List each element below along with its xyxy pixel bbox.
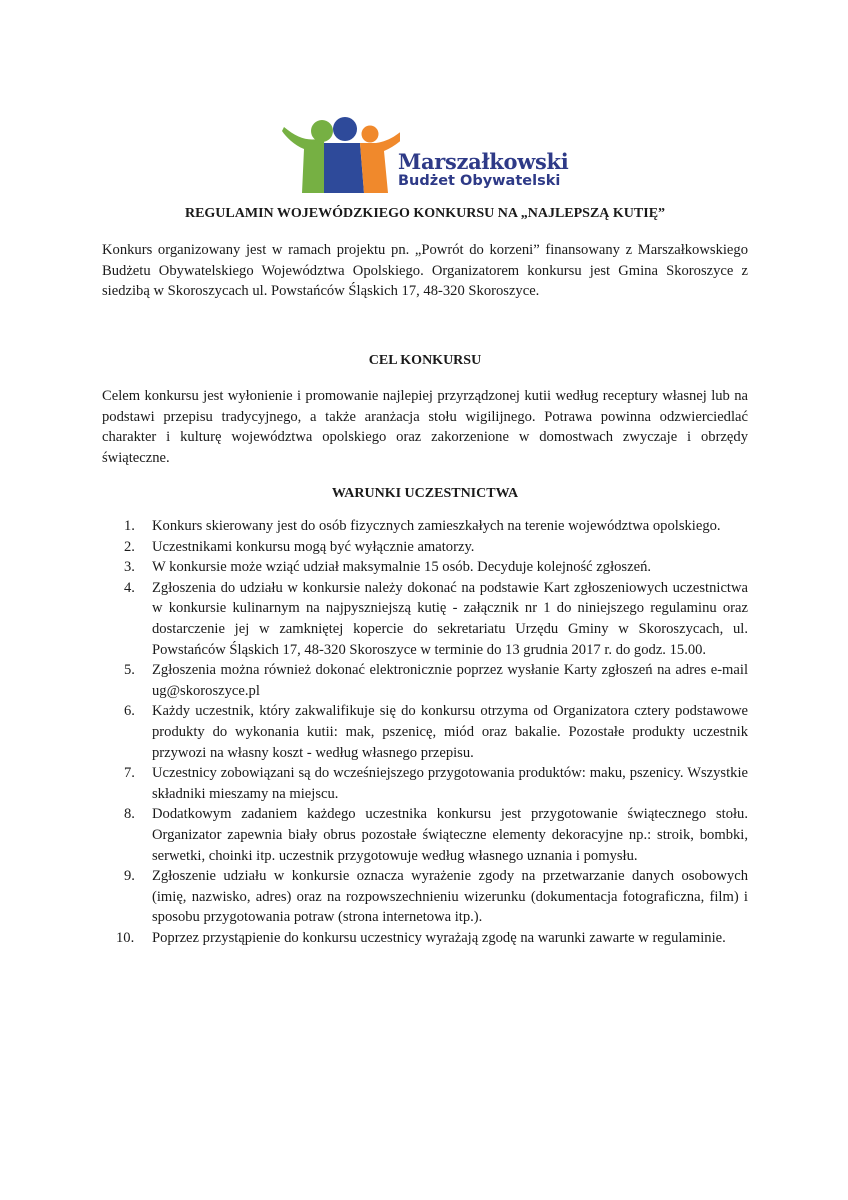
item-number: 1. [124,518,135,534]
goal-heading: CEL KONKURSU [368,353,482,368]
conditions-list [102,516,748,948]
list-item [102,701,748,763]
list-item [102,763,748,804]
list-item [102,537,748,558]
item-text: Uczestnicy zobowiązani są do wcześniejszego przygotowania produktów: maku, pszenicy. Wszystkie składniki mieszamy na miejscu. [152,765,748,802]
item-number: 8. [124,806,135,823]
item-number: 9. [124,868,135,885]
item-number: 10. [116,929,135,946]
item-number: 4. [124,579,135,596]
list-item [102,660,748,701]
document-title: REGULAMIN WOJEWÓDZKIEGO KONKURSU NA „NAJLEPSZĄ KUTIĘ” [184,206,666,221]
item-text: Każdy uczestnik, który zakwalifikuje się do konkursu otrzyma od Organizatora cztery podstawowe produkty do wykonania kutii: mak, pszenicę, miód oraz bakalie. Pozostałe produkty uczestnik przywozi na własny koszt - według własnego przepisu. [152,703,748,761]
item-text: Uczestnikami konkursu mogą być wyłącznie amatorzy. [152,538,475,555]
item-text: Zgłoszenia można również dokonać elektronicznie poprzez wysłanie Karty zgłoszeń na adres e-mail ug@skoroszyce.pl [152,662,748,699]
list-item [102,557,748,578]
logo-text-line2: Budżet Obywatelski [398,173,561,189]
logo-text-line1: Marszałkowski [398,149,569,174]
item-number: 3. [124,559,135,576]
item-number: 7. [124,765,135,782]
item-text: Zgłoszenie udziału w konkursie oznacza wyrażenie zgody na przetwarzanie danych osobowych (imię, nazwisko, adres) oraz na rozpowszechnieniu wizerunku (dokumentacja fotograficzna, film) i sposobu przygotowania potraw (strona internetowa itp.). [152,868,748,926]
intro-paragraph: Konkurs organizowany jest w ramach projektu pn. „Powrót do korzeni” finansowany z Marszałkowskiego Budżetu Obywatelskiego Województwa Opolskiego. Organizatorem konkursu jest Gmina Skoroszyce z siedzibą w Skoroszycach ul. Powstańców Śląskich 17, 48-320 Skoroszyce. [102,242,748,300]
list-item [102,804,748,866]
item-text: Zgłoszenia do udziału w konkursie należy dokonać na podstawie Kart zgłoszeniowych uczestnictwa w konkursie kulinarnym na najpyszniejszą kutię - załącznik nr 1 do niniejszego regulaminu oraz dostarczenie jej w zamkniętej kopercie do sekretariatu Urzędu Gminy w Skoroszycach, ul. Powstańców Śląskich 17, 48-320 Skoroszyce w terminie do 13 grudnia 2017 r. do godz. 15.00. [152,579,748,658]
people-figures-icon [280,115,400,195]
list-item [102,928,748,949]
goal-paragraph: Celem konkursu jest wyłonienie i promowanie najlepiej przyrządzonej kutii według receptury własnej lub na podstawi przepisu tradycyjnego, a także aranżacja stołu wigilijnego. Potrawa powinna odzwierciedlać charakter i kulturę województwa opolskiego oraz zakorzenione w domostwach zwyczaje i obrzędy świąteczne. [102,388,748,466]
item-number: 5. [124,662,135,679]
item-number: 2. [124,538,135,555]
item-text: Dodatkowym zadaniem każdego uczestnika konkursu jest przygotowanie świątecznego stołu. Organizator zapewnia biały obrus pozostałe świąteczne elementy dekoracyjne np.: stroik, bombki, serwetki, choinki itp. uczestnik przygotowuje według własnego uznania i pomysłu. [152,806,748,864]
item-text: Konkurs skierowany jest do osób fizycznych zamieszkałych na terenie województwa opolskiego. [152,518,721,534]
item-text: Poprzez przystąpienie do konkursu uczestnicy wyrażają zgodę na warunki zawarte w regulaminie. [152,929,726,946]
item-number: 6. [124,703,135,720]
marszalkowski-budzet-obywatelski-logo [280,115,580,195]
list-item [102,866,748,928]
list-item [102,578,748,660]
conditions-heading: WARUNKI UCZESTNICTWA [331,486,519,501]
list-item [102,516,748,537]
item-text: W konkursie może wziąć udział maksymalnie 15 osób. Decyduje kolejność zgłoszeń. [152,559,652,576]
